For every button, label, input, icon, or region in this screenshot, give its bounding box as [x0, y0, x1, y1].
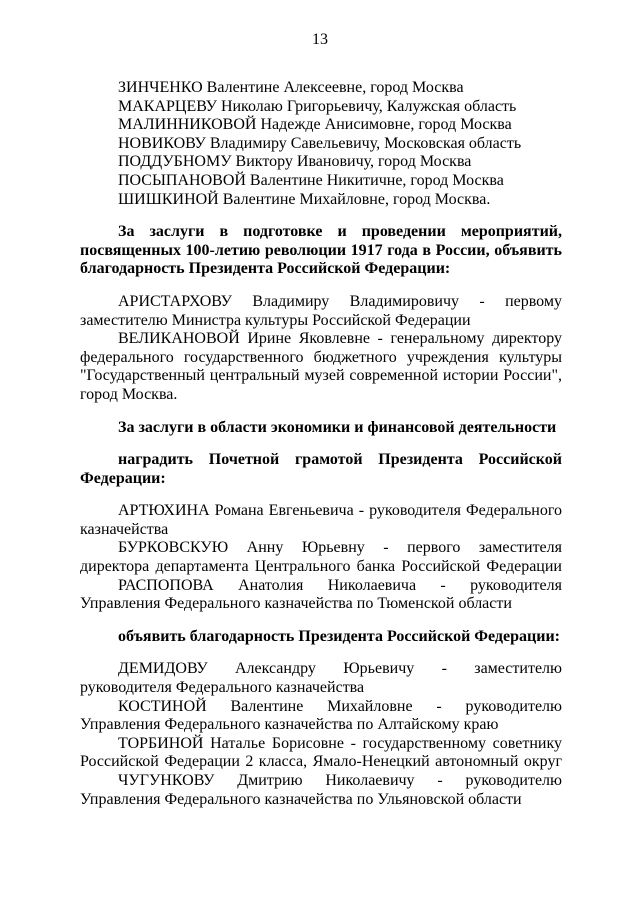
list-item: ЧУГУНКОВУ Дмитрию Николаевичу - руководителю: [118, 772, 562, 789]
heading-line: За заслуги в подготовке и проведении мероприятий,: [118, 223, 562, 241]
list-item: "Государственный центральный музей современной истории России",: [80, 367, 562, 385]
list-item: БУРКОВСКУЮ Анну Юрьевну - первого заместителя: [118, 539, 562, 557]
list-item: ШИШКИНОЙ Валентине Михайловне, город Москва.: [118, 190, 491, 208]
list-item: ДЕМИДОВУ Александру Юрьевичу - заместителю: [118, 660, 562, 678]
document-body: [80, 79, 562, 809]
section-heading-2: [80, 419, 562, 438]
list-item: Управления Федерального казначейства по Тюменской области: [80, 595, 512, 613]
list-item: МАКАРЦЕВУ Николаю Григорьевичу, Калужская область: [118, 97, 517, 115]
list-item: РАСПОПОВА Анатолия Николаевича - руководителя: [118, 576, 562, 594]
list-item: Управления Федерального казначейства по Алтайскому краю: [80, 716, 499, 734]
list-item: казначейства: [80, 520, 169, 538]
list-item: АРТЮХИНА Романа Евгеньевича - руководителя Федерального: [118, 502, 562, 520]
list-item: Российской Федерации 2 класса, Ямало-Ненецкий автономный округ: [80, 753, 562, 771]
heading-line: За заслуги в области экономики и финансовой деятельности: [118, 418, 557, 436]
awardee-list-1: [80, 79, 562, 209]
heading-line: посвященных 100-летию революции 1917 года в России, объявить: [80, 241, 562, 259]
list-item: ЗИНЧЕНКО Валентине Алексеевне, город Москва: [118, 79, 464, 96]
list-item: Управления Федерального казначейства по Ульяновской области: [80, 790, 522, 808]
heading-line: объявить благодарность Президента Российской Федерации:: [118, 627, 560, 645]
section-heading-3: [80, 451, 562, 488]
section-heading-1: [80, 223, 562, 279]
heading-line: благодарность Президента Российской Федерации:: [80, 260, 451, 278]
list-item: директора департамента Центрального банка Российской Федерации: [80, 558, 562, 576]
heading-line: наградить Почетной грамотой Президента Российской: [118, 451, 562, 469]
list-item: федерального государственного бюджетного учреждения культуры: [80, 348, 562, 366]
list-item: ВЕЛИКАНОВОЙ Ирине Яковлевне - генеральному директору: [118, 330, 562, 348]
list-item: МАЛИННИКОВОЙ Надежде Анисимовне, город Москва: [118, 116, 512, 134]
list-item: АРИСТАРХОВУ Владимиру Владимировичу - первому: [118, 292, 562, 310]
list-item: НОВИКОВУ Владимиру Савельевичу, Московская область: [118, 134, 522, 152]
awardee-list-3: [80, 502, 562, 614]
list-item: заместителю Министра культуры Российской Федерации: [80, 311, 471, 329]
awardee-list-4: [80, 660, 562, 809]
list-item: ПОДДУБНОМУ Виктору Ивановичу, город Москва: [118, 153, 472, 171]
list-item: ПОСЫПАНОВОЙ Валентине Никитичне, город Москва: [118, 171, 504, 189]
page-number: 13: [312, 31, 328, 48]
list-item: руководителя Федерального казначейства: [80, 679, 365, 697]
heading-line: Федерации:: [80, 469, 166, 487]
list-item: город Москва.: [80, 385, 178, 403]
list-item: КОСТИНОЙ Валентине Михайловне - руководителю: [118, 697, 562, 715]
awardee-list-2: [80, 293, 562, 405]
section-heading-4: [80, 628, 562, 647]
list-item: ТОРБИНОЙ Наталье Борисовне - государственному советнику: [118, 734, 562, 752]
